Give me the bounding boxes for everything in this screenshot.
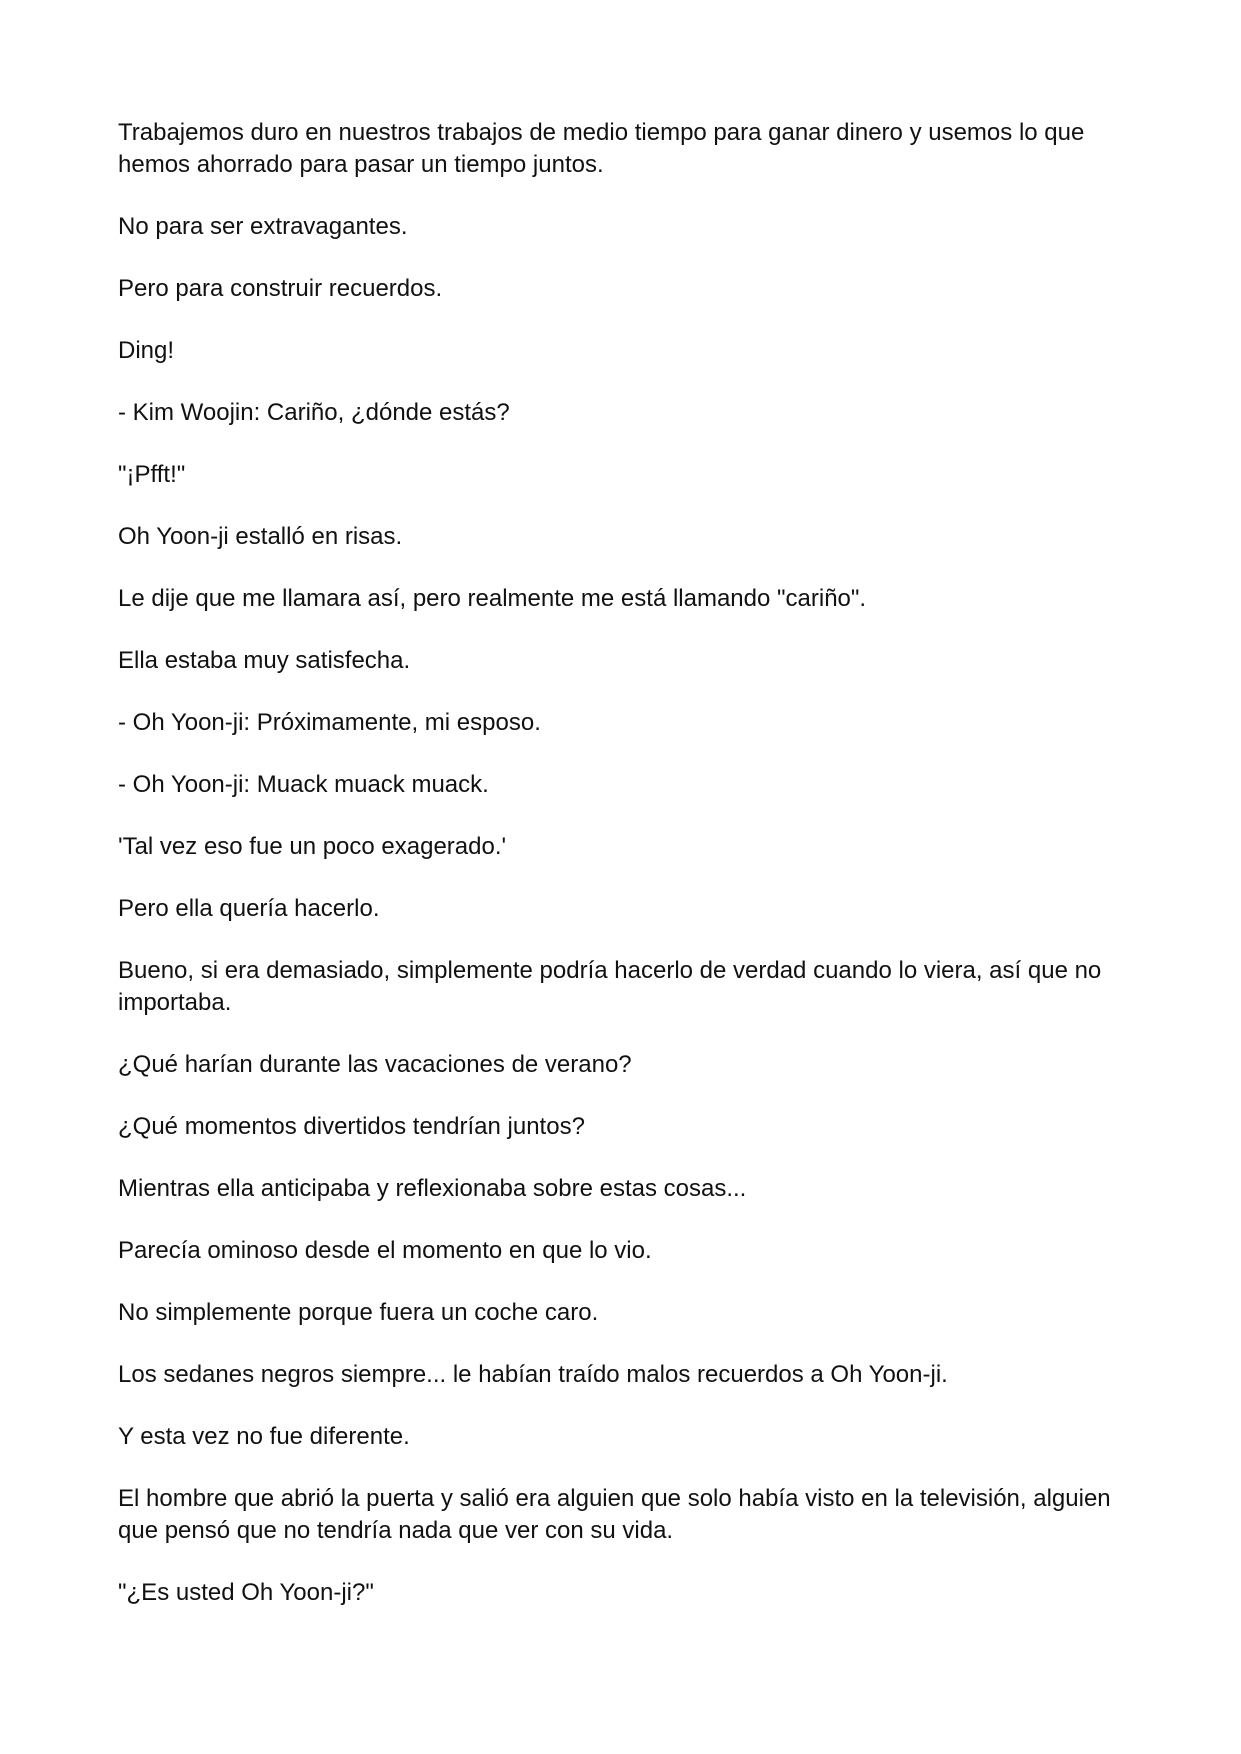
paragraph: Pero para construir recuerdos.	[118, 275, 443, 302]
paragraph: Ella estaba muy satisfecha.	[118, 647, 411, 674]
paragraph: ¿Qué momentos divertidos tendrían juntos?	[118, 1113, 585, 1140]
paragraph: Pero ella quería hacerlo.	[118, 895, 380, 922]
paragraph: Los sedanes negros siempre... le habían traído malos recuerdos a Oh Yoon-ji.	[118, 1361, 948, 1388]
document-body	[118, 117, 1128, 1609]
paragraph: Mientras ella anticipaba y reflexionaba sobre estas cosas...	[118, 1175, 747, 1202]
paragraph: Oh Yoon-ji estalló en risas.	[118, 523, 403, 550]
paragraph: Trabajemos duro en nuestros trabajos de medio tiempo para ganar dinero y usemos lo que hemos ahorrado para pasar un tiempo juntos.	[118, 119, 1085, 178]
paragraph: Bueno, si era demasiado, simplemente podría hacerlo de verdad cuando lo viera, así que no importaba.	[118, 957, 1102, 1016]
paragraph: No para ser extravagantes.	[118, 213, 408, 240]
paragraph: No simplemente porque fuera un coche caro.	[118, 1299, 599, 1326]
paragraph: "¿Es usted Oh Yoon-ji?"	[118, 1579, 374, 1606]
paragraph: - Oh Yoon-ji: Próximamente, mi esposo.	[118, 709, 541, 736]
paragraph: - Oh Yoon-ji: Muack muack muack.	[118, 771, 489, 798]
paragraph: Ding!	[118, 337, 175, 364]
paragraph: Le dije que me llamara así, pero realmente me está llamando "cariño".	[118, 585, 867, 612]
paragraph: 'Tal vez eso fue un poco exagerado.'	[118, 833, 507, 860]
paragraph: "¡Pfft!"	[118, 461, 186, 488]
paragraph: - Kim Woojin: Cariño, ¿dónde estás?	[118, 399, 510, 426]
paragraph: ¿Qué harían durante las vacaciones de verano?	[118, 1051, 632, 1078]
paragraph: El hombre que abrió la puerta y salió era alguien que solo había visto en la televisión, alguien que pensó que no tendría nada que ver con su vida.	[118, 1485, 1111, 1544]
paragraph: Y esta vez no fue diferente.	[118, 1423, 410, 1450]
paragraph: Parecía ominoso desde el momento en que lo vio.	[118, 1237, 652, 1264]
